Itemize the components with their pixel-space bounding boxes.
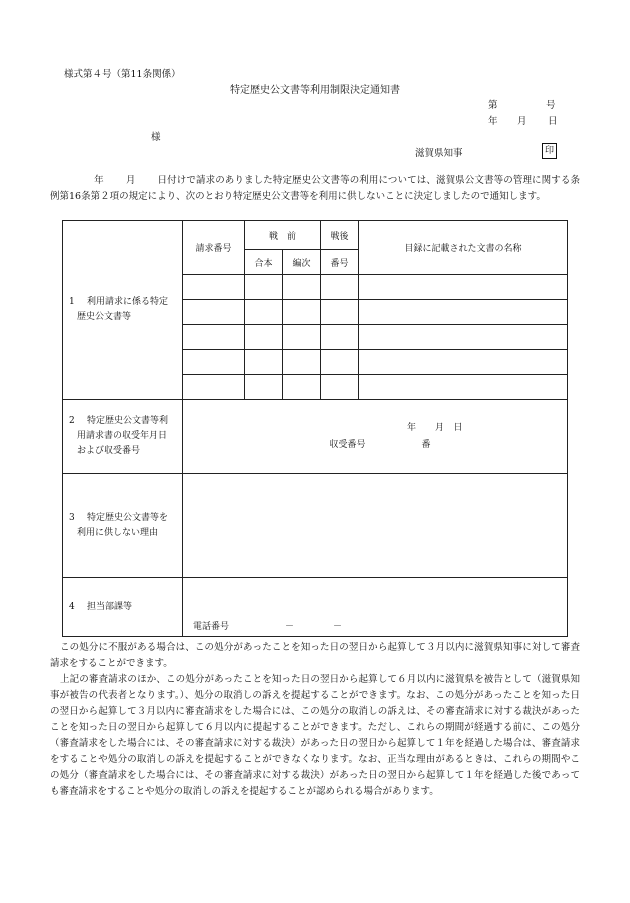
number-suffix: 号 [546,100,556,111]
intro-month: 月 [125,175,136,186]
header-request-no: 請求番号 [183,221,245,275]
header-compilation: 編次 [283,250,321,275]
intro-year: 年 [94,175,104,186]
issue-day: 日 [548,116,558,127]
header-number: 番号 [321,250,359,275]
sender: 滋賀県知事 [415,148,463,159]
section2-value: 年 月 日 収受番号 番 [183,400,568,474]
document-number [488,97,556,111]
issue-year: 年 [488,116,498,127]
section1-label: 1 利用請求に係る特定 歴史公文書等 [63,221,183,400]
section4-value: 電話番号 － － [183,578,568,637]
notes-section [50,640,580,800]
seal-box: 印 [542,143,557,159]
header-volume: 合本 [245,250,283,275]
header-doc-name: 目録に記載された文書の名称 [359,221,568,275]
section3-label: 3 特定歴史公文書等を 利用に供しない理由 [63,474,183,578]
section2-label: 2 特定歴史公文書等利 用請求書の収受年月日 および収受番号 [63,400,183,474]
document-title: 特定歴史公文書等利用制限決定通知書 [230,85,400,96]
header-postwar: 戦後 [321,221,359,250]
addressee: 様 [151,132,161,143]
issue-date [488,113,558,127]
note-paragraph-2: 上記の審査請求のほか、この処分があったことを知った日の翌日から起算して６月以内に滋賀県を被告として（滋賀県知事が被告の代表者となります。）、処分の取消しの訴えを提起することができます。なお、この処分があったことを知った日の翌日から起算して３月以内に審査請求をした場合には、この処分の取消しの訴えは、その審査請求に対する裁決があったことを知った日の翌日から起算して６月以内に提起することができます。ただし、これらの期間が経過する前に、この処分（審査請求をした場合には、その審査請求に対する裁決）があった日の翌日から起算して１年を経過した場合は、審査請求をすることや処分の取消しの訴えを提起することができなくなります。なお、正当な理由があるときは、これらの期間やこの処分（審査請求をした場合には、その審査請求に対する裁決）があった日の翌日から起算して１年を経過した後であっても審査請求をすることや処分の取消しの訴えを提起することが認められる場合があります。 [50,674,580,797]
section3-value [183,474,568,578]
request-table [62,220,568,637]
intro-text: 日付けで請求のありました特定歴史公文書等の利用については、滋賀県公文書等の管理に関する条例第16条第２項の規定により、次のとおり特定歴史公文書等を利用に供しないことに決定しましたので通知します。 [50,175,580,202]
number-prefix: 第 [488,100,498,111]
form-number: 様式第４号（第11条関係） [64,69,181,80]
intro-paragraph [50,173,580,205]
issue-month: 月 [517,116,527,127]
note-paragraph-1: この処分に不服がある場合は、この処分があったことを知った日の翌日から起算して３月以内に滋賀県知事に対して審査請求をすることができます。 [50,642,580,669]
header-prewar: 戦 前 [245,221,321,250]
phone-label: 電話番号 [193,622,230,632]
section4-label: 4 担当部課等 [63,578,183,637]
